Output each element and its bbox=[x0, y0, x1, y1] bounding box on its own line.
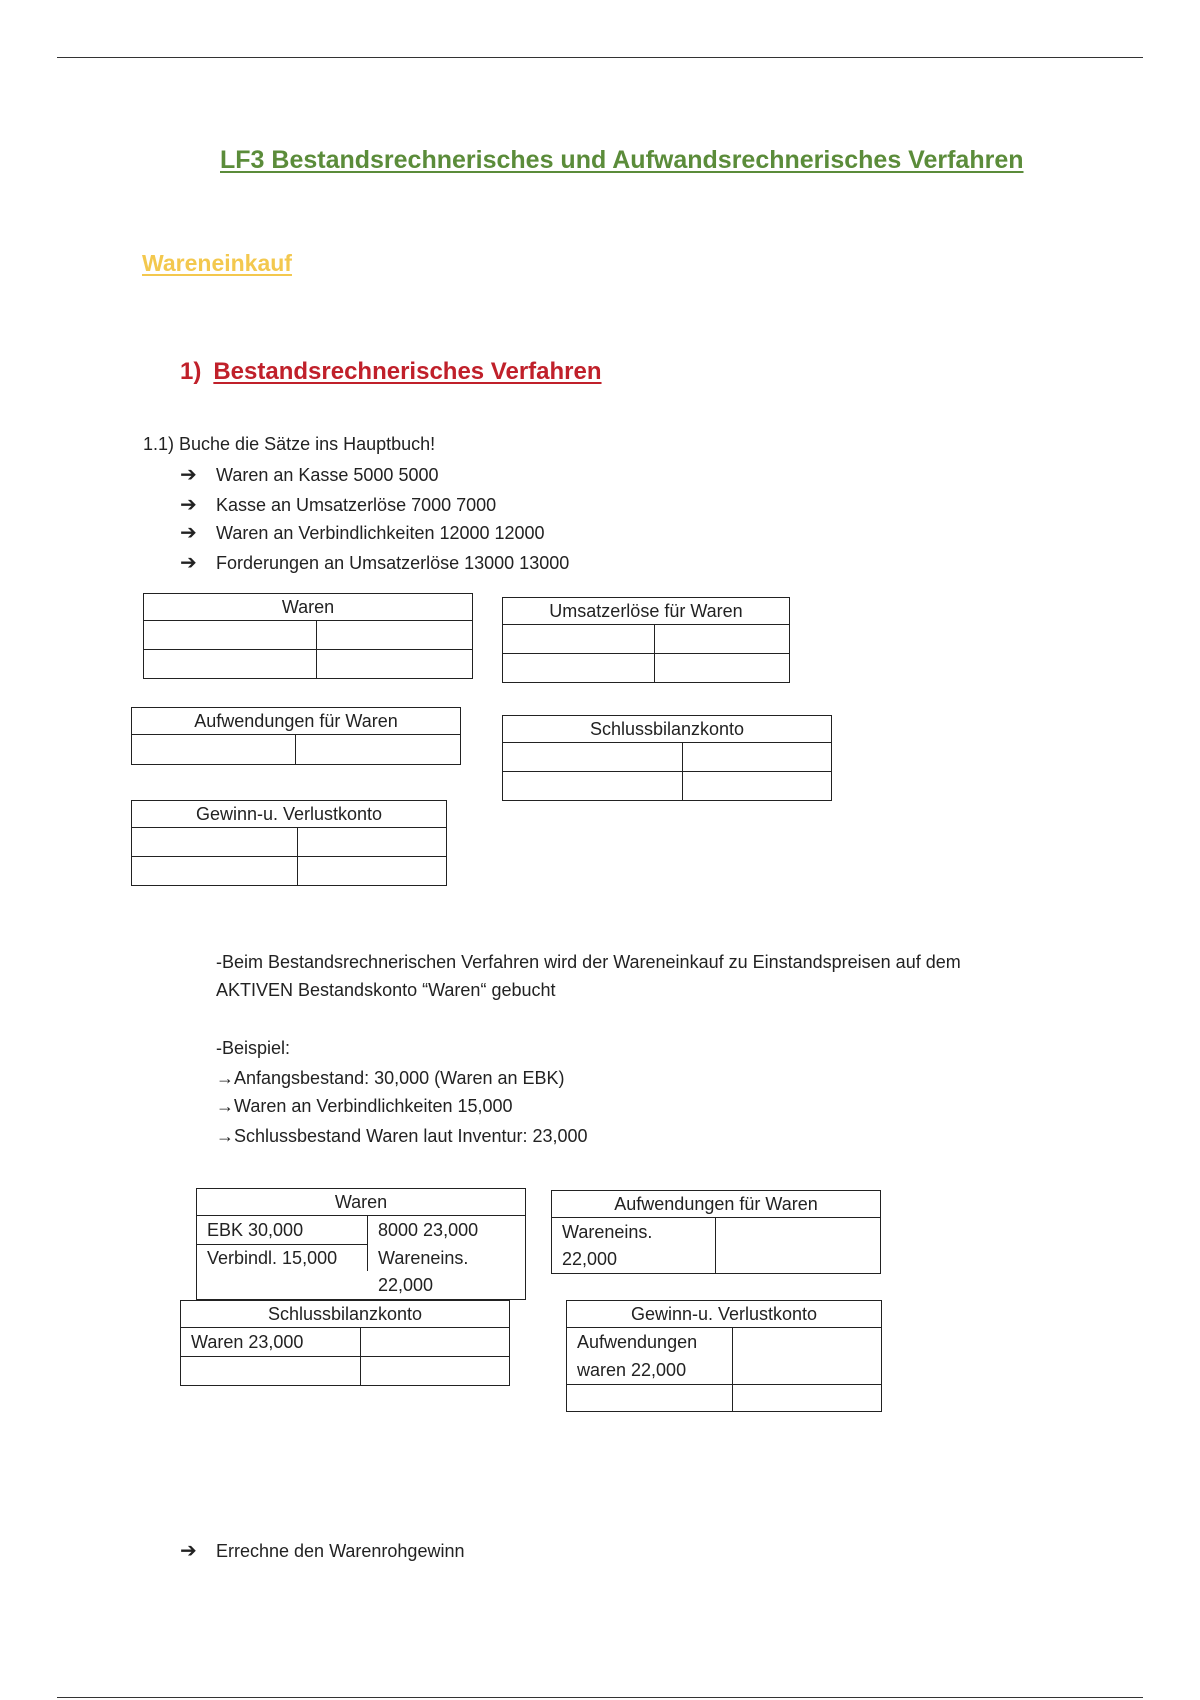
task-label: 1.1) Buche die Sätze ins Hauptbuch! bbox=[143, 434, 436, 454]
explanation-line: AKTIVEN Bestandskonto “Waren“ gebucht bbox=[216, 980, 556, 1000]
account-title: Waren bbox=[144, 594, 472, 621]
example-label: -Beispiel: bbox=[216, 1038, 291, 1058]
t-account-schlussbilanz-empty bbox=[502, 715, 832, 801]
t-account-waren-empty bbox=[143, 593, 473, 679]
list-item: ➔ Forderungen an Umsatzerlöse 13000 13000 bbox=[180, 552, 570, 574]
right-arrow-icon: → bbox=[216, 1096, 234, 1116]
debit-entry: Waren 23,000 bbox=[191, 1332, 304, 1352]
debit-entry: Verbindl. 15,000 bbox=[207, 1248, 338, 1268]
list-item: ➔ Waren an Verbindlichkeiten 12000 12000 bbox=[180, 522, 545, 544]
example-item: →Waren an Verbindlichkeiten 15,000 bbox=[216, 1096, 513, 1116]
account-title: Gewinn-u. Verlustkonto bbox=[567, 1301, 881, 1328]
debit-entry: Aufwendungen bbox=[577, 1332, 698, 1352]
list-item: ➔ Kasse an Umsatzerlöse 7000 7000 bbox=[180, 494, 497, 516]
account-title: Gewinn-u. Verlustkonto bbox=[132, 801, 446, 828]
credit-entry: 8000 23,000 bbox=[378, 1220, 479, 1240]
account-title: Aufwendungen für Waren bbox=[552, 1191, 880, 1218]
credit-entry: 22,000 bbox=[378, 1275, 434, 1295]
account-title: Schlussbilanzkonto bbox=[503, 716, 831, 743]
account-title: Aufwendungen für Waren bbox=[132, 708, 460, 735]
t-account-schlussbilanz-filled bbox=[180, 1300, 510, 1386]
page-title: LF3 Bestandsrechnerisches und Aufwandsrechnerisches Verfahren bbox=[220, 146, 1024, 174]
bottom-rule bbox=[57, 1697, 1143, 1698]
account-title: Waren bbox=[197, 1189, 525, 1216]
debit-entry: 22,000 bbox=[562, 1249, 618, 1269]
right-arrow-icon: → bbox=[216, 1068, 234, 1088]
t-account-waren-filled bbox=[196, 1188, 526, 1300]
heading-text: Bestandsrechnerisches Verfahren bbox=[213, 358, 602, 385]
heading-number: 1) bbox=[180, 358, 202, 385]
right-arrow-icon: → bbox=[216, 1126, 234, 1146]
list-item: ➔ Waren an Kasse 5000 5000 bbox=[180, 464, 439, 486]
top-rule bbox=[57, 57, 1143, 58]
example-item: →Schlussbestand Waren laut Inventur: 23,000 bbox=[216, 1126, 588, 1146]
bold-right-arrow-icon: ➔ bbox=[180, 522, 197, 544]
t-account-aufwendungen-empty bbox=[131, 707, 461, 765]
final-task: ➔ Errechne den Warenrohgewinn bbox=[180, 1540, 465, 1562]
account-title: Schlussbilanzkonto bbox=[181, 1301, 509, 1328]
example-item: →Anfangsbestand: 30,000 (Waren an EBK) bbox=[216, 1068, 565, 1088]
bold-right-arrow-icon: ➔ bbox=[180, 494, 197, 516]
t-account-umsatzerloese-empty bbox=[502, 597, 790, 683]
bold-right-arrow-icon: ➔ bbox=[180, 552, 197, 574]
explanation-line: -Beim Bestandsrechnerischen Verfahren wird der Wareneinkauf zu Einstandspreisen auf dem bbox=[216, 952, 961, 972]
subsection-heading bbox=[180, 358, 602, 386]
t-account-guv-filled bbox=[566, 1300, 882, 1412]
t-account-aufwendungen-filled bbox=[551, 1190, 881, 1274]
credit-entry: Wareneins. bbox=[378, 1248, 469, 1268]
debit-entry: Wareneins. bbox=[562, 1222, 653, 1242]
bold-right-arrow-icon: ➔ bbox=[180, 1540, 197, 1562]
t-account-guv-empty bbox=[131, 800, 447, 886]
section-title: Wareneinkauf bbox=[142, 250, 292, 276]
bold-right-arrow-icon: ➔ bbox=[180, 464, 197, 486]
debit-entry: EBK 30,000 bbox=[207, 1220, 304, 1240]
account-title: Umsatzerlöse für Waren bbox=[503, 598, 789, 625]
debit-entry: waren 22,000 bbox=[577, 1360, 687, 1380]
